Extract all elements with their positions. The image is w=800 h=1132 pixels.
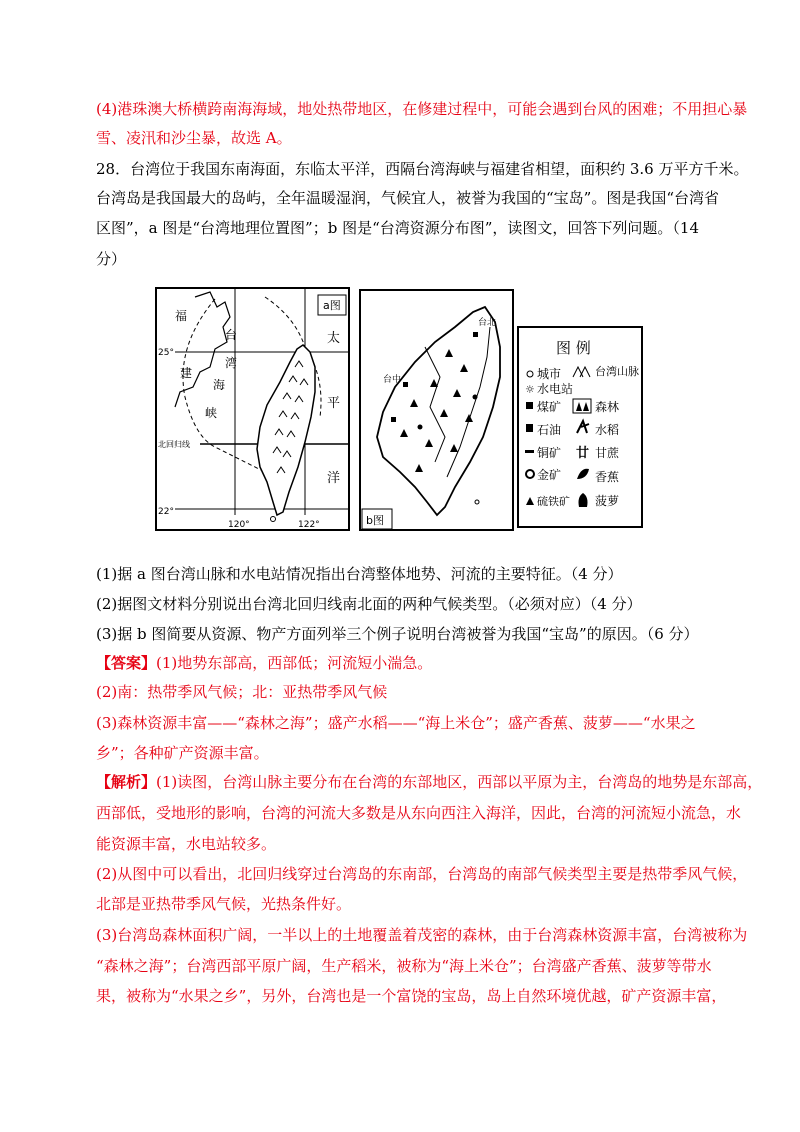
- map-a-text-taiping3: 洋: [327, 471, 341, 486]
- analysis-p2-line2: 北部是亚热带季风气候，光热条件好。: [96, 895, 352, 913]
- legend-rice: 水稻: [595, 423, 620, 437]
- question-line3: 区图”，a 图是“台湾地理位置图”；b 图是“台湾资源分布图”，读图文，回答下列问题。（14: [96, 219, 700, 237]
- map-a-text-jian: 建: [180, 366, 193, 380]
- map-b-label: b图: [366, 514, 384, 527]
- coal-icon: [526, 402, 533, 409]
- map-a-text-tai: 台: [225, 328, 238, 342]
- legend-mountain: 台湾山脉: [595, 365, 639, 378]
- question-line2: 台湾岛是我国最大的岛屿，全年温暖湿润，气候宜人，被誉为我国的“宝岛”。图是我国“台湾省: [96, 189, 720, 207]
- answer-tag: 【答案】: [96, 654, 157, 672]
- prev-answer-line2: 雪、凌汛和沙尘暴，故选 A。: [96, 129, 292, 147]
- legend: [518, 327, 642, 527]
- sub-question-1: (1)据 a 图台湾山脉和水电站情况指出台湾整体地势、河流的主要特征。（4 分）: [96, 565, 623, 583]
- answer-2: (2)南：热带季风气候；北：亚热带季风气候: [96, 683, 388, 701]
- map-a-text-taiping2: 平: [327, 396, 341, 411]
- answer-1: (1)地势东部高，西部低；河流短小湍急。: [156, 654, 433, 672]
- hydro-icon: ☼: [525, 383, 535, 396]
- analysis-p2-line1: (2)从图中可以看出，北回归线穿过台湾岛的东南部，台湾岛的南部气候类型主要是热带季风气候，: [96, 865, 748, 883]
- question-line1: 28．台湾位于我国东南海面，东临太平洋，西隔台湾海峡与福建省相望，面积约 3.6 万平方千米。: [96, 160, 749, 178]
- analysis-p3-line1: (3)台湾岛森林面积广阔，一半以上的土地覆盖着茂密的森林，由于台湾森林资源丰富，台湾被称为: [96, 926, 748, 944]
- legend-gold: 金矿: [537, 468, 562, 482]
- legend-oil: 石油: [537, 423, 562, 437]
- map-a-text-wan: 湾: [225, 356, 238, 370]
- map-b: [360, 290, 513, 530]
- lat-25-label: 25°: [158, 348, 174, 358]
- city-icon: [527, 371, 533, 377]
- analysis-p3-line2: “森林之海”；台湾西部平原广阔，生产稻米，被称为“海上米仓”；台湾盛产香蕉、菠萝等带水: [96, 957, 712, 975]
- sub-question-3: (3)据 b 图简要从资源、物产方面列举三个例子说明台湾被誉为我国“宝岛”的原因。（6 分）: [96, 625, 699, 643]
- legend-pineapple: 菠萝: [595, 494, 620, 508]
- map-a-text-taiping1: 太: [327, 331, 341, 346]
- answer-3-line2: 乡”；各种矿产资源丰富。: [96, 744, 269, 762]
- map-a: [156, 288, 349, 530]
- legend-city: 城市: [537, 367, 562, 381]
- legend-forest: 森林: [595, 400, 620, 414]
- lat-22-label: 22°: [158, 507, 174, 517]
- map-a-text-fu: 福: [175, 309, 188, 323]
- analysis-tag: 【解析】: [96, 773, 157, 791]
- taiwan-figure: [155, 287, 645, 532]
- question-line4: 分）: [96, 250, 127, 268]
- legend-pyrite: 硫铁矿: [537, 495, 570, 508]
- legend-coal: 煤矿: [537, 400, 562, 414]
- taibei-label: 台北: [478, 318, 497, 328]
- copper-icon: [525, 450, 534, 453]
- legend-hydro: 水电站: [537, 382, 574, 396]
- analysis-p1-line3: 能资源丰富，水电站较多。: [96, 835, 277, 853]
- answer-3-line1: (3)森林资源丰富——“森林之海”；盛产水稻——“海上米仓”；盛产香蕉、菠萝——“水果之: [96, 714, 696, 732]
- map-a-text-xia: 峡: [205, 406, 218, 420]
- taizhong-label: 台中: [383, 375, 402, 385]
- lon-122-label: 122°: [298, 520, 320, 530]
- legend-banana: 香蕉: [595, 470, 620, 484]
- legend-title: 图 例: [556, 339, 591, 357]
- map-a-label: a图: [323, 299, 341, 312]
- analysis-p3-line3: 果，被称为“水果之乡”，另外，台湾也是一个富饶的宝岛，岛上自然环境优越，矿产资源丰富，: [96, 987, 727, 1005]
- analysis-line1: [96, 772, 762, 792]
- sub-question-2: (2)据图文材料分别说出台湾北回归线南北面的两种气候类型。（必须对应）（4 分）: [96, 595, 642, 613]
- lon-120-label: 120°: [228, 520, 250, 530]
- map-a-text-hai: 海: [213, 378, 226, 392]
- legend-copper: 铜矿: [537, 446, 562, 460]
- oil-icon: [526, 424, 533, 432]
- gold-icon: [526, 470, 534, 478]
- sugarcane-icon: 廿: [576, 446, 590, 461]
- prev-answer-line1: (4)港珠澳大桥横跨南海海域，地处热带地区，在修建过程中，可能会遇到台风的困难；不用担心暴: [96, 100, 748, 118]
- analysis-p1-line1: (1)读图，台湾山脉主要分布在台湾的东部地区，西部以平原为主，台湾岛的地势是东部高，: [156, 773, 763, 791]
- tropic-label: 北回归线: [158, 440, 190, 449]
- analysis-p1-line2: 西部低，受地形的影响，台湾的河流大多数是从东向西注入海洋，因此，台湾的河流短小流急，水: [96, 804, 742, 822]
- legend-sugarcane: 甘蔗: [595, 446, 620, 460]
- answer-line1: [96, 653, 432, 673]
